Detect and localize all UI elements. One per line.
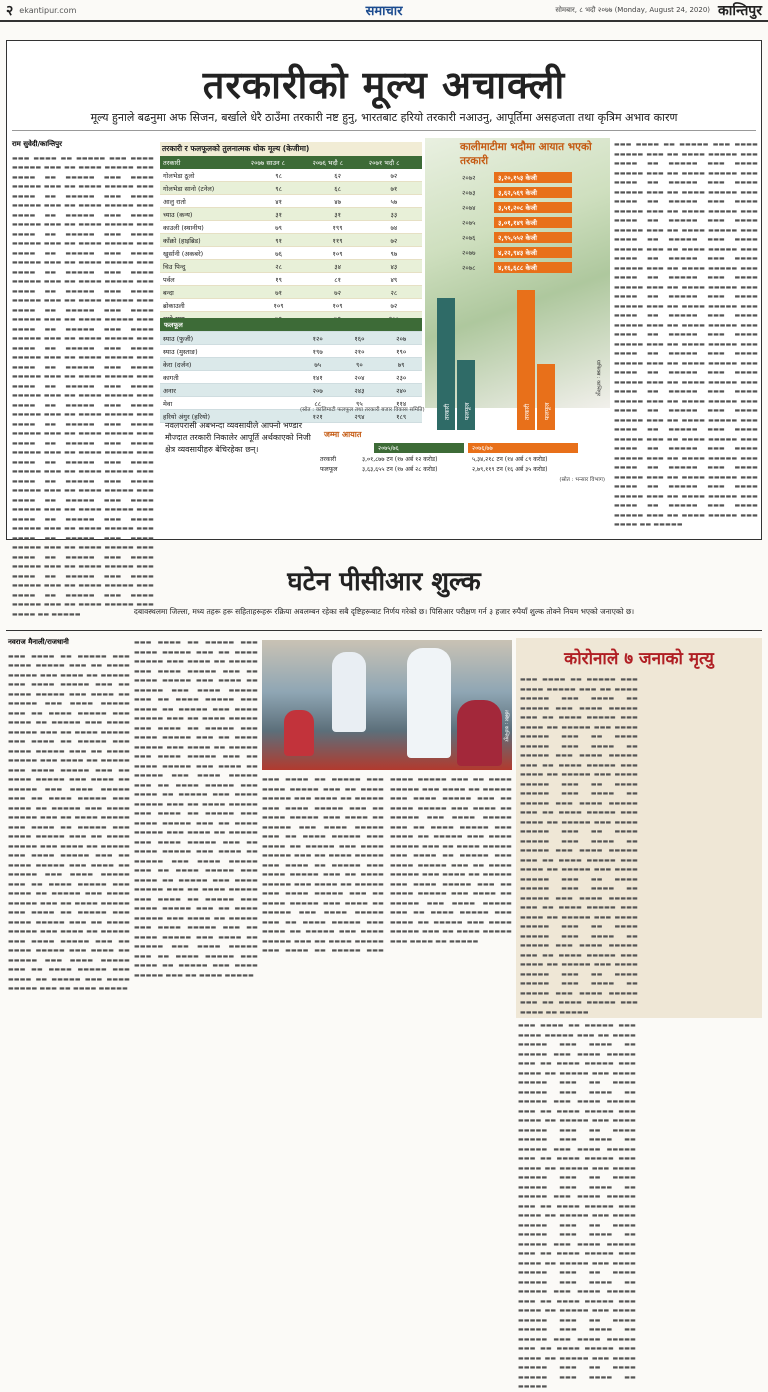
headline-pcr: घटेन पीसीआर शुल्क	[287, 567, 481, 597]
photo-figure	[284, 710, 314, 756]
price-cell: ७१	[248, 286, 310, 299]
bar-label: तरकारी	[444, 403, 451, 420]
item-name: खुर्सानी (अकबरे)	[160, 247, 248, 260]
graphics-credit: ग्राफिक्स : कान्तिपुर	[595, 360, 601, 396]
item-name: केरा (दर्जन)	[160, 358, 297, 371]
price-cell: ४३	[366, 260, 422, 273]
import-year: २०७३	[462, 189, 476, 197]
price-cell: १८९	[380, 410, 422, 423]
table-row	[160, 247, 422, 260]
body-text-placeholder: ▬▬▬ ▬▬▬▬ ▬▬ ▬▬▬▬▬ ▬▬▬ ▬▬▬▬ ▬▬▬▬▬ ▬▬▬ ▬▬ ▬▬▬▬ ▬▬▬▬▬ ▬▬▬ ▬▬▬▬ ▬▬ ▬▬▬▬▬ ▬▬▬ ▬▬▬▬ ▬▬▬▬▬ ▬▬▬ ▬▬ ▬▬▬▬ ▬▬▬▬▬ ▬▬▬ ▬▬▬▬ ▬▬ ▬▬▬▬▬ ▬▬▬ ▬▬▬▬ ▬▬▬▬▬ ▬▬▬ ▬▬ ▬▬▬▬ ▬▬▬▬▬ ▬▬▬ ▬▬▬▬ ▬▬ ▬▬▬▬▬ ▬▬▬ ▬▬▬▬ ▬▬▬▬▬ ▬▬▬ ▬▬ ▬▬▬▬ ▬▬▬▬▬ ▬▬▬ ▬▬▬▬ ▬▬ ▬▬▬▬▬ ▬▬▬ ▬▬▬▬ ▬▬▬▬▬ ▬▬▬ ▬▬ ▬▬▬▬ ▬▬▬▬▬ ▬▬▬ ▬▬▬▬ ▬▬ ▬▬▬▬▬ ▬▬▬ ▬▬▬▬ ▬▬▬▬▬ ▬▬▬ ▬▬ ▬▬▬▬ ▬▬▬▬▬ ▬▬▬ ▬▬▬▬ ▬▬ ▬▬▬▬▬ ▬▬▬ ▬▬▬▬ ▬▬▬▬▬ ▬▬▬ ▬▬ ▬▬▬▬ ▬▬▬▬▬ ▬▬▬ ▬▬▬▬ ▬▬ ▬▬▬▬▬ ▬▬▬ ▬▬▬▬ ▬▬▬▬▬ ▬▬▬ ▬▬ ▬▬▬▬ ▬▬▬▬▬ ▬▬▬ ▬▬▬▬ ▬▬ ▬▬▬▬▬ ▬▬▬ ▬▬▬▬ ▬▬▬▬▬ ▬▬▬ ▬▬ ▬▬▬▬ ▬▬▬▬▬ ▬▬▬ ▬▬▬▬ ▬▬ ▬▬▬▬▬ ▬▬▬ ▬▬▬▬ ▬▬▬▬▬ ▬▬▬ ▬▬ ▬▬▬▬ ▬▬▬▬▬ ▬▬▬ ▬▬▬▬ ▬▬ ▬▬▬▬▬ ▬▬▬ ▬▬▬▬ ▬▬▬▬▬ ▬▬▬ ▬▬ ▬▬▬▬ ▬▬▬▬▬ ▬▬▬ ▬▬▬▬ ▬▬ ▬▬▬▬▬ ▬▬▬ ▬▬▬▬ ▬▬▬▬▬ ▬▬▬ ▬▬ ▬▬▬▬ ▬▬▬▬▬ ▬▬▬ ▬▬▬▬ ▬▬ ▬▬▬▬▬ ▬▬▬ ▬▬▬▬ ▬▬▬▬▬ ▬▬▬ ▬▬ ▬▬▬▬ ▬▬▬▬▬ ▬▬▬ ▬▬▬▬ ▬▬ ▬▬▬▬▬ ▬▬▬ ▬▬▬▬ ▬▬▬▬▬ ▬▬▬ ▬▬ ▬▬▬▬ ▬▬▬▬▬ ▬▬▬ ▬▬▬▬ ▬▬ ▬▬▬▬▬ ▬▬▬ ▬▬▬▬ ▬▬▬▬▬ ▬▬▬ ▬▬ ▬▬▬▬ ▬▬▬▬▬ ▬▬▬ ▬▬▬▬ ▬▬ ▬▬▬▬▬ ▬▬▬ ▬▬▬▬ ▬▬▬▬▬ ▬▬▬ ▬▬ ▬▬▬▬ ▬▬▬▬▬ ▬▬▬ ▬▬▬▬ ▬▬ ▬▬▬▬▬ ▬▬▬ ▬▬▬▬ ▬▬▬▬▬ ▬▬▬ ▬▬ ▬▬▬▬ ▬▬▬▬▬ ▬▬▬ ▬▬▬▬ ▬▬ ▬▬▬▬▬ ▬▬▬ ▬▬▬▬ ▬▬▬▬▬ ▬▬▬ ▬▬ ▬▬▬▬ ▬▬▬▬▬ ▬▬▬ ▬▬▬▬ ▬▬ ▬▬▬▬▬ ▬▬▬ ▬▬▬▬ ▬▬▬▬▬ ▬▬▬ ▬▬ ▬▬▬▬ ▬▬▬▬▬ ▬▬▬ ▬▬▬▬ ▬▬ ▬▬▬▬▬ ▬▬▬ ▬▬▬▬ ▬▬▬▬▬ ▬▬▬ ▬▬ ▬▬▬▬ ▬▬▬▬▬ ▬▬▬ ▬▬▬▬ ▬▬ ▬▬▬▬▬ ▬▬▬ ▬▬▬▬ ▬▬▬▬▬ ▬▬▬ ▬▬ ▬▬▬▬ ▬▬▬▬▬ ▬▬▬ ▬▬▬▬ ▬▬ ▬▬▬▬▬ ▬▬▬ ▬▬▬▬ ▬▬▬▬▬ ▬▬▬ ▬▬ ▬▬▬▬ ▬▬▬▬▬ ▬▬▬ ▬▬▬▬ ▬▬ ▬▬▬▬▬ ▬▬▬ ▬▬▬▬ ▬▬▬▬▬ ▬▬▬ ▬▬ ▬▬▬▬ ▬▬▬▬▬ ▬▬▬ ▬▬▬▬ ▬▬ ▬▬▬▬▬ ▬▬▬ ▬▬▬▬ ▬▬▬▬▬ ▬▬▬ ▬▬ ▬▬▬▬ ▬▬▬▬▬ ▬▬▬ ▬▬▬▬ ▬▬ ▬▬▬▬▬	[12, 154, 154, 618]
price-cell: २१०	[339, 345, 381, 358]
import-row	[462, 170, 612, 185]
table-source: (स्रोत : कालिमाटी फलफूल तथा तरकारी बजार विकास समिति)	[300, 407, 425, 413]
body-text-placeholder: ▬▬▬ ▬▬▬▬ ▬▬ ▬▬▬▬▬ ▬▬▬ ▬▬▬▬ ▬▬▬▬▬ ▬▬▬ ▬▬ ▬▬▬▬ ▬▬▬▬▬ ▬▬▬ ▬▬▬▬ ▬▬ ▬▬▬▬▬ ▬▬▬ ▬▬▬▬ ▬▬▬▬▬ ▬▬▬ ▬▬ ▬▬▬▬ ▬▬▬▬▬ ▬▬▬ ▬▬▬▬ ▬▬ ▬▬▬▬▬ ▬▬▬ ▬▬▬▬ ▬▬▬▬▬ ▬▬▬ ▬▬ ▬▬▬▬ ▬▬▬▬▬ ▬▬▬ ▬▬▬▬ ▬▬ ▬▬▬▬▬ ▬▬▬ ▬▬▬▬ ▬▬▬▬▬ ▬▬▬ ▬▬ ▬▬▬▬ ▬▬▬▬▬ ▬▬▬ ▬▬▬▬ ▬▬ ▬▬▬▬▬ ▬▬▬ ▬▬▬▬ ▬▬▬▬▬ ▬▬▬ ▬▬ ▬▬▬▬ ▬▬▬▬▬ ▬▬▬ ▬▬▬▬ ▬▬ ▬▬▬▬▬ ▬▬▬ ▬▬▬▬ ▬▬▬▬▬ ▬▬▬ ▬▬ ▬▬▬▬ ▬▬▬▬▬ ▬▬▬ ▬▬▬▬ ▬▬ ▬▬▬▬▬ ▬▬▬ ▬▬▬▬ ▬▬▬▬▬ ▬▬▬ ▬▬ ▬▬▬▬ ▬▬▬▬▬ ▬▬▬ ▬▬▬▬ ▬▬ ▬▬▬▬▬ ▬▬▬ ▬▬▬▬ ▬▬▬▬▬ ▬▬▬ ▬▬ ▬▬▬▬ ▬▬▬▬▬ ▬▬▬ ▬▬▬▬ ▬▬ ▬▬▬▬▬ ▬▬▬ ▬▬▬▬ ▬▬▬▬▬ ▬▬▬ ▬▬ ▬▬▬▬ ▬▬▬▬▬ ▬▬▬ ▬▬▬▬ ▬▬ ▬▬▬▬▬ ▬▬▬ ▬▬▬▬ ▬▬▬▬▬ ▬▬▬ ▬▬ ▬▬▬▬ ▬▬▬▬▬ ▬▬▬ ▬▬▬▬ ▬▬ ▬▬▬▬▬ ▬▬▬ ▬▬▬▬ ▬▬▬▬▬ ▬▬▬ ▬▬ ▬▬▬▬ ▬▬▬▬▬ ▬▬▬ ▬▬▬▬ ▬▬ ▬▬▬▬▬ ▬▬▬ ▬▬▬▬ ▬▬▬▬▬ ▬▬▬ ▬▬ ▬▬▬▬ ▬▬▬▬▬ ▬▬▬ ▬▬▬▬ ▬▬ ▬▬▬▬▬ ▬▬▬ ▬▬▬▬ ▬▬▬▬▬ ▬▬▬ ▬▬ ▬▬▬▬ ▬▬▬▬▬ ▬▬▬ ▬▬▬▬ ▬▬ ▬▬▬▬▬ ▬▬▬ ▬▬▬▬ ▬▬▬▬▬ ▬▬▬ ▬▬ ▬▬▬▬ ▬▬▬▬▬ ▬▬▬ ▬▬▬▬ ▬▬ ▬▬▬▬▬ ▬▬▬ ▬▬▬▬ ▬▬▬▬▬ ▬▬▬ ▬▬ ▬▬▬▬ ▬▬▬▬▬ ▬▬▬ ▬▬▬▬ ▬▬ ▬▬▬▬▬	[518, 1022, 636, 1390]
site-url[interactable]: ekantipur.com	[19, 5, 77, 15]
price-cell: २८	[366, 286, 422, 299]
import-year: २०७६	[462, 234, 476, 242]
import-value: २,९५,५५२ केजी	[494, 232, 572, 243]
item-name: आलु रातो	[160, 195, 248, 208]
item-name: गोलभेडा ठूलो	[160, 169, 248, 182]
summary-source: (स्रोत : भन्सार विभाग)	[559, 477, 605, 483]
price-cell: ११४	[380, 397, 422, 410]
pcr-column-lower	[262, 775, 512, 1019]
price-cell: ७९	[380, 358, 422, 371]
price-cell: ३१	[248, 208, 310, 221]
item-name: हरियो अंगुर (हरियो)	[160, 410, 297, 423]
masthead-bar	[0, 0, 768, 22]
price-cell: ४९	[366, 273, 422, 286]
body-text-placeholder: ▬▬▬ ▬▬▬▬ ▬▬ ▬▬▬▬▬ ▬▬▬ ▬▬▬▬ ▬▬▬▬▬ ▬▬▬ ▬▬ ▬▬▬▬ ▬▬▬▬▬ ▬▬▬ ▬▬▬▬ ▬▬ ▬▬▬▬▬ ▬▬▬ ▬▬▬▬ ▬▬▬▬▬ ▬▬▬ ▬▬ ▬▬▬▬ ▬▬▬▬▬ ▬▬▬ ▬▬▬▬ ▬▬ ▬▬▬▬▬ ▬▬▬ ▬▬▬▬ ▬▬▬▬▬ ▬▬▬ ▬▬ ▬▬▬▬ ▬▬▬▬▬ ▬▬▬ ▬▬▬▬ ▬▬ ▬▬▬▬▬ ▬▬▬ ▬▬▬▬ ▬▬▬▬▬ ▬▬▬ ▬▬ ▬▬▬▬ ▬▬▬▬▬ ▬▬▬ ▬▬▬▬ ▬▬ ▬▬▬▬▬ ▬▬▬ ▬▬▬▬ ▬▬▬▬▬ ▬▬▬ ▬▬ ▬▬▬▬ ▬▬▬▬▬ ▬▬▬ ▬▬▬▬ ▬▬ ▬▬▬▬▬ ▬▬▬ ▬▬▬▬ ▬▬▬▬▬ ▬▬▬ ▬▬ ▬▬▬▬ ▬▬▬▬▬ ▬▬▬ ▬▬▬▬ ▬▬ ▬▬▬▬▬ ▬▬▬ ▬▬▬▬ ▬▬▬▬▬ ▬▬▬ ▬▬ ▬▬▬▬ ▬▬▬▬▬ ▬▬▬ ▬▬▬▬ ▬▬ ▬▬▬▬▬ ▬▬▬ ▬▬▬▬ ▬▬▬▬▬ ▬▬▬ ▬▬ ▬▬▬▬ ▬▬▬▬▬ ▬▬▬ ▬▬▬▬ ▬▬ ▬▬▬▬▬ ▬▬▬ ▬▬▬▬ ▬▬▬▬▬ ▬▬▬ ▬▬ ▬▬▬▬ ▬▬▬▬▬ ▬▬▬ ▬▬▬▬ ▬▬ ▬▬▬▬▬ ▬▬▬ ▬▬▬▬ ▬▬▬▬▬ ▬▬▬ ▬▬ ▬▬▬▬ ▬▬▬▬▬ ▬▬▬ ▬▬▬▬ ▬▬ ▬▬▬▬▬ ▬▬▬ ▬▬▬▬ ▬▬▬▬▬ ▬▬▬ ▬▬ ▬▬▬▬ ▬▬▬▬▬ ▬▬▬ ▬▬▬▬ ▬▬ ▬▬▬▬▬ ▬▬▬ ▬▬▬▬ ▬▬▬▬▬ ▬▬▬ ▬▬ ▬▬▬▬ ▬▬▬▬▬ ▬▬▬ ▬▬▬▬ ▬▬ ▬▬▬▬▬ ▬▬▬ ▬▬▬▬ ▬▬▬▬▬ ▬▬▬ ▬▬ ▬▬▬▬ ▬▬▬▬▬ ▬▬▬ ▬▬▬▬ ▬▬ ▬▬▬▬▬ ▬▬▬ ▬▬▬▬ ▬▬▬▬▬ ▬▬▬ ▬▬ ▬▬▬▬ ▬▬▬▬▬ ▬▬▬ ▬▬▬▬ ▬▬ ▬▬▬▬▬ ▬▬▬ ▬▬▬▬ ▬▬▬▬▬ ▬▬▬ ▬▬ ▬▬▬▬ ▬▬▬▬▬ ▬▬▬ ▬▬▬▬ ▬▬ ▬▬▬▬▬ ▬▬▬ ▬▬▬▬ ▬▬▬▬▬ ▬▬▬ ▬▬ ▬▬▬▬ ▬▬▬▬▬ ▬▬▬ ▬▬▬▬ ▬▬ ▬▬▬▬▬ ▬▬▬ ▬▬▬▬ ▬▬▬▬▬ ▬▬▬ ▬▬ ▬▬▬▬ ▬▬▬▬▬ ▬▬▬ ▬▬▬▬ ▬▬ ▬▬▬▬▬ ▬▬▬ ▬▬▬▬ ▬▬▬▬▬ ▬▬▬ ▬▬ ▬▬▬▬ ▬▬▬▬▬ ▬▬▬ ▬▬▬▬ ▬▬ ▬▬▬▬▬ ▬▬▬ ▬▬▬▬ ▬▬▬▬▬ ▬▬▬ ▬▬ ▬▬▬▬ ▬▬▬▬▬ ▬▬▬ ▬▬▬▬ ▬▬ ▬▬▬▬▬ ▬▬▬ ▬▬▬▬ ▬▬▬▬▬ ▬▬▬ ▬▬ ▬▬▬▬ ▬▬▬▬▬ ▬▬▬ ▬▬▬▬ ▬▬ ▬▬▬▬▬	[614, 141, 758, 528]
table-row	[160, 384, 422, 397]
byline: राम सुवेदी/कान्तिपुर	[12, 140, 62, 148]
price-cell: ३३	[366, 208, 422, 221]
year-b: २०७६/७७	[468, 443, 578, 453]
price-cell: ७१	[366, 182, 422, 195]
table-row	[160, 371, 422, 384]
body-text-placeholder: ▬▬▬ ▬▬▬▬ ▬▬ ▬▬▬▬▬ ▬▬▬ ▬▬▬▬ ▬▬▬▬▬ ▬▬▬ ▬▬ ▬▬▬▬ ▬▬▬▬▬ ▬▬▬ ▬▬▬▬ ▬▬ ▬▬▬▬▬ ▬▬▬ ▬▬▬▬ ▬▬▬▬▬ ▬▬▬ ▬▬ ▬▬▬▬ ▬▬▬▬▬ ▬▬▬ ▬▬▬▬ ▬▬ ▬▬▬▬▬ ▬▬▬ ▬▬▬▬ ▬▬▬▬▬ ▬▬▬ ▬▬ ▬▬▬▬ ▬▬▬▬▬ ▬▬▬ ▬▬▬▬ ▬▬ ▬▬▬▬▬ ▬▬▬ ▬▬▬▬ ▬▬▬▬▬ ▬▬▬ ▬▬ ▬▬▬▬ ▬▬▬▬▬ ▬▬▬ ▬▬▬▬ ▬▬ ▬▬▬▬▬ ▬▬▬ ▬▬▬▬ ▬▬▬▬▬ ▬▬▬ ▬▬ ▬▬▬▬ ▬▬▬▬▬ ▬▬▬ ▬▬▬▬ ▬▬ ▬▬▬▬▬ ▬▬▬ ▬▬▬▬ ▬▬▬▬▬ ▬▬▬ ▬▬ ▬▬▬▬ ▬▬▬▬▬ ▬▬▬ ▬▬▬▬ ▬▬ ▬▬▬▬▬ ▬▬▬ ▬▬▬▬ ▬▬▬▬▬ ▬▬▬ ▬▬ ▬▬▬▬ ▬▬▬▬▬ ▬▬▬ ▬▬▬▬ ▬▬ ▬▬▬▬▬ ▬▬▬ ▬▬▬▬ ▬▬▬▬▬ ▬▬▬ ▬▬ ▬▬▬▬ ▬▬▬▬▬ ▬▬▬ ▬▬▬▬ ▬▬ ▬▬▬▬▬ ▬▬▬ ▬▬▬▬ ▬▬▬▬▬ ▬▬▬ ▬▬ ▬▬▬▬ ▬▬▬▬▬ ▬▬▬ ▬▬▬▬ ▬▬ ▬▬▬▬▬ ▬▬▬ ▬▬▬▬ ▬▬▬▬▬ ▬▬▬ ▬▬ ▬▬▬▬ ▬▬▬▬▬ ▬▬▬ ▬▬▬▬ ▬▬ ▬▬▬▬▬ ▬▬▬ ▬▬▬▬ ▬▬▬▬▬ ▬▬▬ ▬▬ ▬▬▬▬ ▬▬▬▬▬ ▬▬▬ ▬▬▬▬ ▬▬ ▬▬▬▬▬ ▬▬▬ ▬▬▬▬ ▬▬▬▬▬ ▬▬▬ ▬▬ ▬▬▬▬ ▬▬▬▬▬ ▬▬▬ ▬▬▬▬ ▬▬ ▬▬▬▬▬ ▬▬▬ ▬▬▬▬ ▬▬▬▬▬ ▬▬▬ ▬▬ ▬▬▬▬ ▬▬▬▬▬ ▬▬▬ ▬▬▬▬ ▬▬ ▬▬▬▬▬ ▬▬▬ ▬▬▬▬ ▬▬▬▬▬ ▬▬▬ ▬▬ ▬▬▬▬ ▬▬▬▬▬ ▬▬▬ ▬▬▬▬ ▬▬ ▬▬▬▬▬ ▬▬▬ ▬▬▬▬ ▬▬▬▬▬ ▬▬▬ ▬▬ ▬▬▬▬ ▬▬▬▬▬ ▬▬▬ ▬▬▬▬ ▬▬ ▬▬▬▬▬ ▬▬▬ ▬▬▬▬ ▬▬▬▬▬ ▬▬▬ ▬▬ ▬▬▬▬ ▬▬▬▬▬ ▬▬▬ ▬▬▬▬ ▬▬ ▬▬▬▬▬	[262, 776, 512, 954]
headline-vegetable: तरकारीको मूल्य अचाक्ली	[202, 62, 566, 107]
deck-pcr: दबावस्थलमा जिल्ला, मध्य तहरू हरू सहिताहरूहरू रक्रिया अवलम्बन रहेका सबै दृष्टिहरूबाट निर्णय गरेको छ। पिसिआर परीक्षण गर्न ३ हजार रुपैयाँ शुल्क तोक्ने नियम भएको जनाएको छ।	[133, 607, 635, 616]
table-row	[160, 208, 422, 221]
row-label: फलफूल	[320, 466, 338, 473]
row-value-b: ५,३४,२१८ टन (१४ अर्ब ८९ करोड)	[472, 456, 548, 463]
import-row	[462, 185, 612, 200]
issue-date: सोमबार, ८ भदौ २०७७ (Monday, August 24, 2020)	[555, 5, 711, 14]
newspaper-logo: कान्तिपुर	[718, 2, 762, 19]
table-row	[160, 332, 422, 345]
byline: नवराज मैनाली/राजधानी	[8, 638, 69, 646]
import-value: ३,०१,१४९ केजी	[494, 217, 572, 228]
import-bar-chart	[425, 270, 610, 430]
row-value-a: ३,६३,६५५ टन (१७ अर्ब २८ करोड)	[362, 466, 438, 473]
table-row	[160, 286, 422, 299]
photo-credit: तस्बिर : कान्तिपुर	[503, 710, 509, 742]
table-row	[160, 299, 422, 312]
price-cell: ७२	[366, 299, 422, 312]
price-cell: ११९	[309, 234, 365, 247]
photo-figure	[457, 700, 502, 766]
price-cell: २४०	[380, 384, 422, 397]
table-row	[160, 273, 422, 286]
table-row	[160, 345, 422, 358]
article-column-right	[614, 140, 758, 530]
bar-label: फलफूल	[464, 402, 471, 420]
price-cell: १९०	[380, 345, 422, 358]
pull-quote: नवलपरासी अबभन्दा व्यवसायीले आफ्नो भण्डार मौज्दात तरकारी निकालेर आपूर्ति अर्थकाएको निजी क्षेत्र व्यवसायीहरु बेचिरहेका छन्।	[165, 421, 311, 454]
sidebar-column	[518, 1021, 636, 1390]
price-cell: ७२	[309, 286, 365, 299]
col-header: २०७७ साउन ८	[248, 156, 310, 169]
price-cell: २४३	[339, 384, 381, 397]
item-name: पर्वल	[160, 273, 248, 286]
table-row	[160, 221, 422, 234]
price-table	[160, 142, 422, 338]
price-cell: २८	[248, 260, 310, 273]
price-cell: ८१	[309, 273, 365, 286]
price-cell: २०७	[297, 384, 339, 397]
pcr-column	[8, 638, 130, 1018]
price-cell: १४१	[297, 371, 339, 384]
fruit-table-header: फलफूल	[160, 318, 422, 332]
price-cell: ६२	[309, 169, 365, 182]
price-cell: ९०	[339, 358, 381, 371]
price-cell: १०९	[309, 299, 365, 312]
price-cell: १९७	[297, 345, 339, 358]
price-cell: ९८	[248, 182, 310, 195]
price-cell: १०९	[248, 299, 310, 312]
item-name: अनार	[160, 384, 297, 397]
col-header: २०७६ भदौ ८	[309, 156, 365, 169]
import-value: ४,२२,९४३ केजी	[494, 247, 572, 258]
divider	[12, 130, 756, 131]
import-year: २०७४	[462, 204, 476, 212]
item-name: ब्रोकाउली	[160, 299, 248, 312]
table-row	[160, 182, 422, 195]
import-row	[462, 230, 612, 245]
price-cell: २०४	[339, 371, 381, 384]
article-column	[12, 140, 154, 618]
table-row	[160, 260, 422, 273]
covid-deaths-box	[516, 638, 762, 1390]
price-cell: ७४	[366, 221, 422, 234]
price-cell: २०७	[380, 332, 422, 345]
price-cell: ६८	[309, 182, 365, 195]
import-row	[462, 215, 612, 230]
body-text-placeholder: ▬▬▬ ▬▬▬▬ ▬▬ ▬▬▬▬▬ ▬▬▬ ▬▬▬▬ ▬▬▬▬▬ ▬▬▬ ▬▬ ▬▬▬▬ ▬▬▬▬▬ ▬▬▬ ▬▬▬▬ ▬▬ ▬▬▬▬▬ ▬▬▬ ▬▬▬▬ ▬▬▬▬▬ ▬▬▬ ▬▬ ▬▬▬▬ ▬▬▬▬▬ ▬▬▬ ▬▬▬▬ ▬▬ ▬▬▬▬▬ ▬▬▬ ▬▬▬▬ ▬▬▬▬▬ ▬▬▬ ▬▬ ▬▬▬▬ ▬▬▬▬▬ ▬▬▬ ▬▬▬▬ ▬▬ ▬▬▬▬▬ ▬▬▬ ▬▬▬▬ ▬▬▬▬▬ ▬▬▬ ▬▬ ▬▬▬▬ ▬▬▬▬▬ ▬▬▬ ▬▬▬▬ ▬▬ ▬▬▬▬▬ ▬▬▬ ▬▬▬▬ ▬▬▬▬▬ ▬▬▬ ▬▬ ▬▬▬▬ ▬▬▬▬▬ ▬▬▬ ▬▬▬▬ ▬▬ ▬▬▬▬▬ ▬▬▬ ▬▬▬▬ ▬▬▬▬▬ ▬▬▬ ▬▬ ▬▬▬▬ ▬▬▬▬▬ ▬▬▬ ▬▬▬▬ ▬▬ ▬▬▬▬▬ ▬▬▬ ▬▬▬▬ ▬▬▬▬▬ ▬▬▬ ▬▬ ▬▬▬▬ ▬▬▬▬▬ ▬▬▬ ▬▬▬▬ ▬▬ ▬▬▬▬▬ ▬▬▬ ▬▬▬▬ ▬▬▬▬▬ ▬▬▬ ▬▬ ▬▬▬▬ ▬▬▬▬▬ ▬▬▬ ▬▬▬▬ ▬▬ ▬▬▬▬▬ ▬▬▬ ▬▬▬▬ ▬▬▬▬▬ ▬▬▬ ▬▬ ▬▬▬▬ ▬▬▬▬▬ ▬▬▬ ▬▬▬▬ ▬▬ ▬▬▬▬▬ ▬▬▬ ▬▬▬▬ ▬▬▬▬▬ ▬▬▬ ▬▬ ▬▬▬▬ ▬▬▬▬▬ ▬▬▬ ▬▬▬▬ ▬▬ ▬▬▬▬▬ ▬▬▬ ▬▬▬▬ ▬▬▬▬▬ ▬▬▬ ▬▬ ▬▬▬▬ ▬▬▬▬▬ ▬▬▬ ▬▬▬▬ ▬▬ ▬▬▬▬▬ ▬▬▬ ▬▬▬▬ ▬▬▬▬▬ ▬▬▬ ▬▬ ▬▬▬▬ ▬▬▬▬▬ ▬▬▬ ▬▬▬▬ ▬▬ ▬▬▬▬▬ ▬▬▬ ▬▬▬▬ ▬▬▬▬▬ ▬▬▬ ▬▬ ▬▬▬▬ ▬▬▬▬▬ ▬▬▬ ▬▬▬▬ ▬▬ ▬▬▬▬▬ ▬▬▬ ▬▬▬▬ ▬▬▬▬▬ ▬▬▬ ▬▬ ▬▬▬▬ ▬▬▬▬▬ ▬▬▬ ▬▬▬▬ ▬▬ ▬▬▬▬▬ ▬▬▬ ▬▬▬▬ ▬▬▬▬▬ ▬▬▬ ▬▬ ▬▬▬▬ ▬▬▬▬▬ ▬▬▬ ▬▬▬▬ ▬▬ ▬▬▬▬▬ ▬▬▬ ▬▬▬▬ ▬▬▬▬▬ ▬▬▬ ▬▬ ▬▬▬▬ ▬▬▬▬▬	[8, 652, 130, 992]
import-value: ३,५१,२०८ केजी	[494, 202, 572, 213]
import-value: ४,१६,६८८ केजी	[494, 262, 572, 273]
item-name: कागती	[160, 371, 297, 384]
total-import-box	[320, 428, 605, 483]
price-cell: ७५	[297, 358, 339, 371]
item-name: बन्दा	[160, 286, 248, 299]
price-cell: ७६	[248, 247, 310, 260]
import-value: ३,६२,५६९ केजी	[494, 187, 572, 198]
item-name: च्याउ (कन्य)	[160, 208, 248, 221]
price-cell: ३१	[309, 208, 365, 221]
price-cell: ८८	[297, 397, 339, 410]
item-name: चिउ पिन्दु	[160, 260, 248, 273]
price-cell: २३०	[380, 371, 422, 384]
price-cell: ४१	[248, 195, 310, 208]
total-import-title: जम्मा आयात	[320, 428, 365, 441]
price-cell: ७९	[248, 221, 310, 234]
item-name: स्याउ (फुजी)	[160, 332, 297, 345]
price-cell: १२०	[297, 332, 339, 345]
price-cell: १६०	[339, 332, 381, 345]
pcr-test-photo	[262, 640, 512, 770]
page-number: २	[6, 2, 14, 19]
price-cell: ९५	[339, 397, 381, 410]
import-row	[462, 245, 612, 260]
item-name: स्याउ (मुस्ताङ)	[160, 345, 297, 358]
section-title: समाचार	[365, 4, 403, 19]
item-name: काउली (स्थानीय)	[160, 221, 248, 234]
price-cell: ५७	[366, 195, 422, 208]
import-year: २०७२	[462, 174, 476, 182]
row-value-b: २,७९,११९ टन (१६ अर्ब ३५ करोड)	[472, 466, 548, 473]
price-cell: ९७	[366, 247, 422, 260]
row-label: तरकारी	[320, 456, 337, 463]
price-cell: २९४	[339, 410, 381, 423]
item-name: काँक्रो (हाइब्रिड)	[160, 234, 248, 247]
item-name: गोलभेडा सानो (टनेल)	[160, 182, 248, 195]
table-row	[160, 195, 422, 208]
year-a: २०७५/७६	[374, 443, 464, 453]
price-cell: ९८	[248, 169, 310, 182]
col-header: तरकारी	[160, 156, 248, 169]
import-year: २०७५	[462, 219, 476, 227]
deck-vegetable: मूल्य हुनाले बढनुमा अफ सिजन, बर्खाले धेरै ठाउँमा तरकारी नष्ट हुनु, भारतबाट हरियो तरकारी नआउनु, आपूर्तिमा असहजता तथा कृत्रिम अभाव कारण	[90, 111, 678, 124]
import-value: ३,२०,१५३ केजी	[494, 172, 572, 183]
price-cell: १०९	[309, 247, 365, 260]
sidebar-headline: कोरोनाले ७ जनाको मृत्यु	[564, 649, 714, 669]
col-header: २०७१ भदौ ८	[366, 156, 422, 169]
price-cell: ९१	[248, 234, 310, 247]
import-year: २०७८	[462, 264, 476, 272]
divider	[6, 630, 762, 631]
body-text-placeholder: ▬▬▬ ▬▬▬▬ ▬▬ ▬▬▬▬▬ ▬▬▬ ▬▬▬▬ ▬▬▬▬▬ ▬▬▬ ▬▬ ▬▬▬▬ ▬▬▬▬▬ ▬▬▬ ▬▬▬▬ ▬▬ ▬▬▬▬▬ ▬▬▬ ▬▬▬▬ ▬▬▬▬▬ ▬▬▬ ▬▬ ▬▬▬▬ ▬▬▬▬▬ ▬▬▬ ▬▬▬▬ ▬▬ ▬▬▬▬▬ ▬▬▬ ▬▬▬▬ ▬▬▬▬▬ ▬▬▬ ▬▬ ▬▬▬▬ ▬▬▬▬▬ ▬▬▬ ▬▬▬▬ ▬▬ ▬▬▬▬▬ ▬▬▬ ▬▬▬▬ ▬▬▬▬▬ ▬▬▬ ▬▬ ▬▬▬▬ ▬▬▬▬▬ ▬▬▬ ▬▬▬▬ ▬▬ ▬▬▬▬▬ ▬▬▬ ▬▬▬▬ ▬▬▬▬▬ ▬▬▬ ▬▬ ▬▬▬▬ ▬▬▬▬▬ ▬▬▬ ▬▬▬▬ ▬▬ ▬▬▬▬▬ ▬▬▬ ▬▬▬▬ ▬▬▬▬▬ ▬▬▬ ▬▬ ▬▬▬▬ ▬▬▬▬▬ ▬▬▬ ▬▬▬▬ ▬▬ ▬▬▬▬▬ ▬▬▬ ▬▬▬▬ ▬▬▬▬▬ ▬▬▬ ▬▬ ▬▬▬▬ ▬▬▬▬▬ ▬▬▬ ▬▬▬▬ ▬▬ ▬▬▬▬▬ ▬▬▬ ▬▬▬▬ ▬▬▬▬▬ ▬▬▬ ▬▬ ▬▬▬▬ ▬▬▬▬▬ ▬▬▬ ▬▬▬▬ ▬▬ ▬▬▬▬▬ ▬▬▬ ▬▬▬▬ ▬▬▬▬▬ ▬▬▬ ▬▬ ▬▬▬▬ ▬▬▬▬▬ ▬▬▬ ▬▬▬▬ ▬▬ ▬▬▬▬▬ ▬▬▬ ▬▬▬▬ ▬▬▬▬▬ ▬▬▬ ▬▬ ▬▬▬▬ ▬▬▬▬▬ ▬▬▬ ▬▬▬▬ ▬▬ ▬▬▬▬▬ ▬▬▬ ▬▬▬▬ ▬▬▬▬▬ ▬▬▬ ▬▬ ▬▬▬▬ ▬▬▬▬▬ ▬▬▬ ▬▬▬▬ ▬▬ ▬▬▬▬▬ ▬▬▬ ▬▬▬▬ ▬▬▬▬▬ ▬▬▬ ▬▬ ▬▬▬▬ ▬▬▬▬▬ ▬▬▬ ▬▬▬▬ ▬▬ ▬▬▬▬▬ ▬▬▬ ▬▬▬▬ ▬▬▬▬▬ ▬▬▬ ▬▬ ▬▬▬▬ ▬▬▬▬▬ ▬▬▬ ▬▬▬▬ ▬▬ ▬▬▬▬▬ ▬▬▬ ▬▬▬▬ ▬▬▬▬▬ ▬▬▬ ▬▬ ▬▬▬▬ ▬▬▬▬▬ ▬▬▬ ▬▬▬▬ ▬▬ ▬▬▬▬▬ ▬▬▬ ▬▬▬▬ ▬▬▬▬▬ ▬▬▬ ▬▬ ▬▬▬▬ ▬▬▬▬▬ ▬▬▬ ▬▬▬▬ ▬▬ ▬▬▬▬▬ ▬▬▬ ▬▬▬▬ ▬▬▬▬▬ ▬▬▬ ▬▬ ▬▬▬▬ ▬▬▬▬▬	[134, 639, 258, 979]
price-cell: १९९	[309, 221, 365, 234]
price-cell: १९	[248, 273, 310, 286]
price-cell: ७२	[366, 234, 422, 247]
bar-label: फलफूल	[544, 402, 551, 420]
price-table-caption: तरकारी र फलफूलको तुलनात्मक थोक मूल्य (केजीमा)	[160, 142, 422, 156]
price-cell: ४७	[309, 195, 365, 208]
row-value-a: ३,०१,८७७ टन (१७ अर्ब १२ करोड)	[362, 456, 438, 463]
price-cell: ७२	[366, 169, 422, 182]
import-list	[462, 170, 612, 275]
import-row	[462, 200, 612, 215]
table-row	[160, 169, 422, 182]
table-row	[160, 234, 422, 247]
item-name: मेवा	[160, 397, 297, 410]
table-row	[160, 358, 422, 371]
photo-figure	[332, 652, 366, 732]
bar-label: तरकारी	[524, 403, 531, 420]
photo-figure	[407, 648, 451, 758]
pcr-column	[134, 638, 258, 1018]
body-text-placeholder: ▬▬▬ ▬▬▬▬ ▬▬ ▬▬▬▬▬ ▬▬▬ ▬▬▬▬ ▬▬▬▬▬ ▬▬▬ ▬▬ ▬▬▬▬ ▬▬▬▬▬ ▬▬▬ ▬▬▬▬ ▬▬ ▬▬▬▬▬ ▬▬▬ ▬▬▬▬ ▬▬▬▬▬ ▬▬▬ ▬▬ ▬▬▬▬ ▬▬▬▬▬ ▬▬▬ ▬▬▬▬ ▬▬ ▬▬▬▬▬ ▬▬▬ ▬▬▬▬ ▬▬▬▬▬ ▬▬▬ ▬▬ ▬▬▬▬ ▬▬▬▬▬ ▬▬▬ ▬▬▬▬ ▬▬ ▬▬▬▬▬ ▬▬▬ ▬▬▬▬ ▬▬▬▬▬ ▬▬▬ ▬▬ ▬▬▬▬ ▬▬▬▬▬ ▬▬▬ ▬▬▬▬ ▬▬ ▬▬▬▬▬ ▬▬▬ ▬▬▬▬ ▬▬▬▬▬ ▬▬▬ ▬▬ ▬▬▬▬ ▬▬▬▬▬ ▬▬▬ ▬▬▬▬ ▬▬ ▬▬▬▬▬ ▬▬▬ ▬▬▬▬ ▬▬▬▬▬ ▬▬▬ ▬▬ ▬▬▬▬ ▬▬▬▬▬ ▬▬▬ ▬▬▬▬ ▬▬ ▬▬▬▬▬ ▬▬▬ ▬▬▬▬ ▬▬▬▬▬ ▬▬▬ ▬▬ ▬▬▬▬ ▬▬▬▬▬ ▬▬▬ ▬▬▬▬ ▬▬ ▬▬▬▬▬ ▬▬▬ ▬▬▬▬ ▬▬▬▬▬ ▬▬▬ ▬▬ ▬▬▬▬ ▬▬▬▬▬ ▬▬▬ ▬▬▬▬ ▬▬ ▬▬▬▬▬ ▬▬▬ ▬▬▬▬ ▬▬▬▬▬ ▬▬▬ ▬▬ ▬▬▬▬ ▬▬▬▬▬ ▬▬▬ ▬▬▬▬ ▬▬ ▬▬▬▬▬ ▬▬▬ ▬▬▬▬ ▬▬▬▬▬ ▬▬▬ ▬▬ ▬▬▬▬ ▬▬▬▬▬ ▬▬▬ ▬▬▬▬ ▬▬ ▬▬▬▬▬ ▬▬▬ ▬▬▬▬ ▬▬▬▬▬ ▬▬▬ ▬▬ ▬▬▬▬ ▬▬▬▬▬ ▬▬▬ ▬▬▬▬ ▬▬ ▬▬▬▬▬ ▬▬▬ ▬▬▬▬ ▬▬▬▬▬ ▬▬▬ ▬▬ ▬▬▬▬ ▬▬▬▬▬ ▬▬▬ ▬▬▬▬ ▬▬ ▬▬▬▬▬ ▬▬▬ ▬▬▬▬ ▬▬▬▬▬ ▬▬▬ ▬▬ ▬▬▬▬ ▬▬▬▬▬ ▬▬▬ ▬▬▬▬ ▬▬ ▬▬▬▬▬ ▬▬▬ ▬▬▬▬ ▬▬▬▬▬ ▬▬▬ ▬▬ ▬▬▬▬ ▬▬▬▬▬ ▬▬▬ ▬▬▬▬ ▬▬ ▬▬▬▬▬	[520, 676, 638, 1016]
import-year: २०७७	[462, 249, 476, 257]
sidebar-column	[520, 675, 638, 1015]
price-cell: ३४	[309, 260, 365, 273]
price-cell: १२१	[297, 410, 339, 423]
chart-title: कालीमाटीमा भदौमा आयात भएको तरकारी	[460, 141, 592, 167]
